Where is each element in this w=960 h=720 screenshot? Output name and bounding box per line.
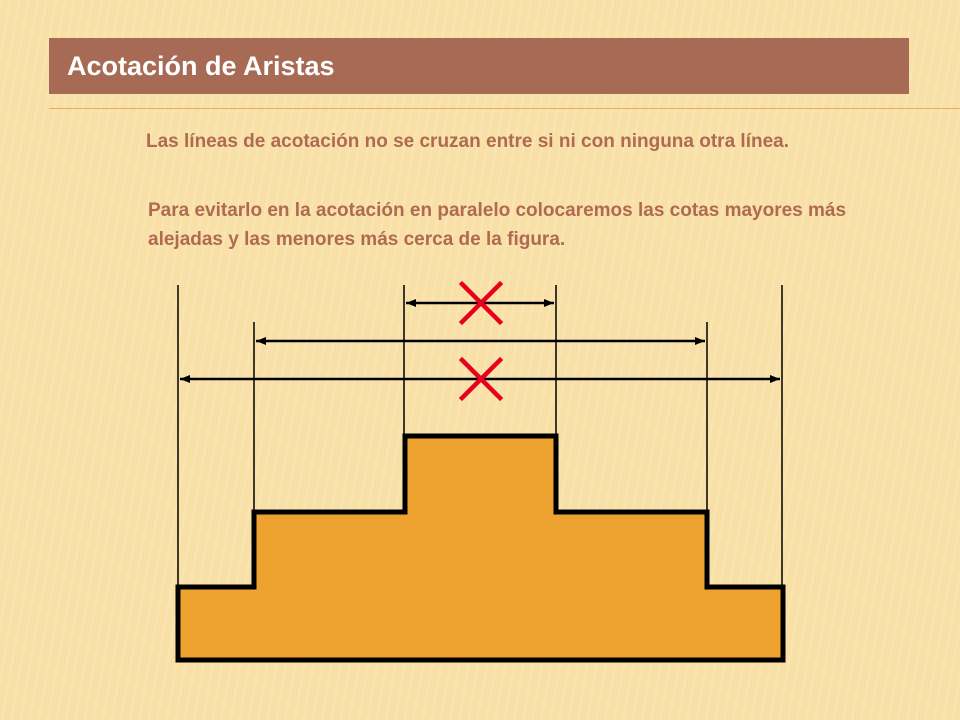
stepped-figure bbox=[178, 436, 783, 660]
explanation-paragraph-2: Para evitarlo en la acotación en paralelo colocaremos las cotas mayores más alejadas y las menores más cerca de la figura. bbox=[148, 200, 847, 250]
explanation-paragraph-1: Las líneas de acotación no se cruzan entre si ni con ninguna otra línea. bbox=[146, 131, 789, 152]
slide-title: Acotación de Aristas bbox=[49, 38, 909, 94]
